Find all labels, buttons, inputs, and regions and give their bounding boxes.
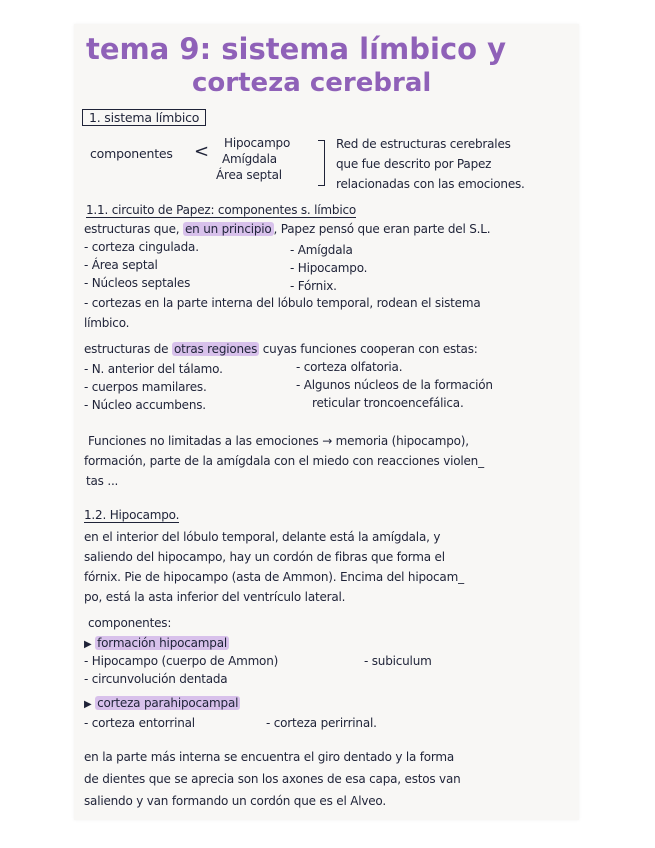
intro-suffix: , Papez pensó que eran parte del S.L. (273, 222, 491, 236)
other-left-1: - N. anterior del tálamo. (84, 362, 223, 376)
other-regions-intro (84, 342, 478, 356)
arrow-left-icon: < (194, 141, 210, 162)
section1-heading-text: 1. sistema límbico (82, 109, 206, 126)
componentes-label-2: componentes: (88, 616, 172, 630)
group2-item-1: - corteza entorrinal (84, 716, 195, 730)
funciones-line2: formación, parte de la amígdala con el miedo con reacciones violen_ (84, 454, 484, 468)
group1-item-3: - circunvolución dentada (84, 672, 228, 686)
section11-intro (84, 222, 490, 236)
funciones-line1: Funciones no limitadas a las emociones → memoria (hipocampo), (88, 434, 469, 448)
list-left-3: - Núcleos septales (84, 276, 191, 290)
description-line1: Red de estructuras cerebrales (336, 137, 511, 151)
intro-highlight: en un principio (185, 222, 272, 236)
section11-heading (86, 203, 356, 217)
group1-title: formación hipocampal (97, 636, 227, 650)
page-title-line1: tema 9: sistema límbico y (86, 32, 507, 66)
group2-title-row (84, 696, 240, 710)
triangle-bullet-icon: ▶ (84, 639, 92, 650)
other-left-2: - cuerpos mamilares. (84, 380, 207, 394)
component-amigdala: Amígdala (222, 152, 277, 166)
group1-item-2: - subiculum (364, 654, 432, 668)
list-right-2: - Hipocampo. (290, 261, 368, 275)
intro-prefix: estructuras que, (84, 222, 180, 236)
section11-heading-text: 1.1. circuito de Papez: componentes s. límbico (86, 203, 356, 217)
triangle-bullet-icon: ▶ (84, 699, 92, 710)
cortezas-line2: límbico. (84, 316, 130, 330)
other-highlight: otras regiones (173, 342, 258, 356)
list-left-1: - corteza cingulada. (84, 240, 199, 254)
other-suffix: cuyas funciones cooperan con estas: (262, 342, 478, 356)
description-line3: relacionadas con las emociones. (336, 177, 525, 191)
section12-heading (84, 508, 179, 522)
hipocampo-para-2: saliendo del hipocampo, hay un cordón de fibras que forma el (84, 550, 445, 564)
component-hipocampo: Hipocampo (224, 136, 291, 150)
list-right-1: - Amígdala (290, 243, 353, 257)
cortezas-line1: - cortezas en la parte interna del lóbulo temporal, rodean el sistema (84, 296, 481, 310)
group2-item-2: - corteza perirrinal. (266, 716, 377, 730)
section1-heading (82, 110, 206, 125)
list-left-2: - Área septal (84, 258, 158, 272)
list-right-3: - Fórnix. (290, 279, 337, 293)
closing-line1: en la parte más interna se encuentra el giro dentado y la forma (84, 750, 455, 764)
bracket-divider (318, 140, 325, 186)
closing-line2: de dientes que se aprecia son los axones de esa capa, estos van (84, 772, 461, 786)
other-right-3: reticular troncoencefálica. (312, 396, 464, 410)
componentes-label: componentes (90, 146, 173, 161)
other-prefix: estructuras de (84, 342, 169, 356)
description-line2: que fue descrito por Papez (336, 157, 492, 171)
other-right-2: - Algunos núcleos de la formación (296, 378, 493, 392)
section12-heading-text: 1.2. Hipocampo. (84, 508, 180, 522)
hipocampo-para-3: fórnix. Pie de hipocampo (asta de Ammon). Encima del hipocam_ (84, 570, 464, 584)
group1-item-1: - Hipocampo (cuerpo de Ammon) (84, 654, 279, 668)
page-title-line2: corteza cerebral (192, 68, 432, 98)
other-right-1: - corteza olfatoria. (296, 360, 403, 374)
component-area-septal: Área septal (216, 168, 282, 182)
hipocampo-para-4: po, está la asta inferior del ventrículo lateral. (84, 590, 346, 604)
group2-title: corteza parahipocampal (97, 696, 239, 710)
closing-line3: saliendo y van formando un cordón que es el Alveo. (84, 794, 386, 808)
group1-title-row (84, 636, 229, 650)
hipocampo-para-1: en el interior del lóbulo temporal, delante está la amígdala, y (84, 530, 441, 544)
other-left-3: - Núcleo accumbens. (84, 398, 206, 412)
funciones-line3: tas ... (86, 474, 119, 488)
